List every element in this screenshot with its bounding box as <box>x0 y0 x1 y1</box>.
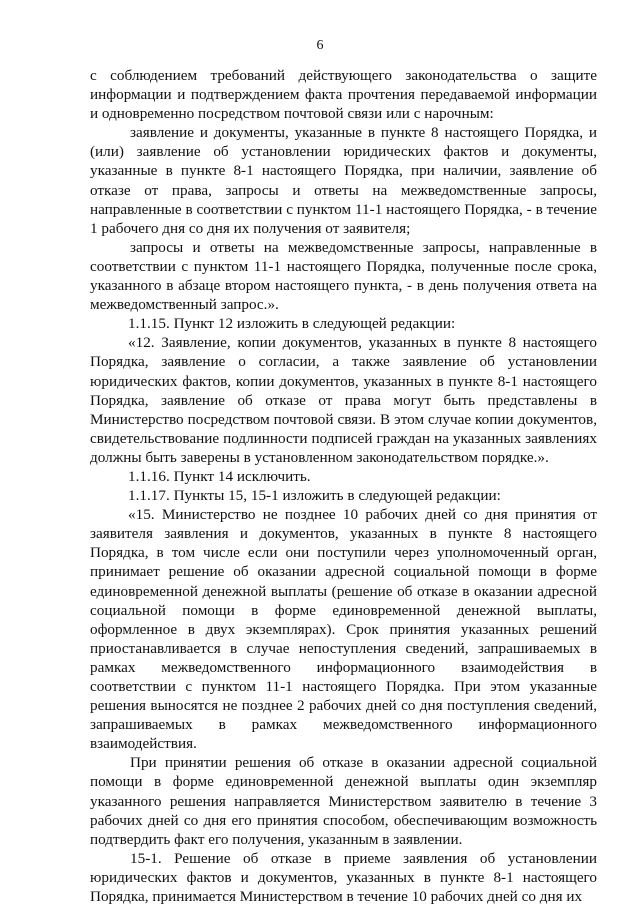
document-body <box>90 66 597 906</box>
paragraph-continuation: с соблюдением требований действующего законодательства о защите информации и подтверждением факта прочтения передаваемой информации и одновременно посредством почтовой связи или с нарочным: <box>90 67 597 123</box>
paragraph-documents-list: заявление и документы, указанные в пункте 8 настоящего Порядка, и (или) заявление об установлении юридических фактов и документы, указанные в пункте 8-1 настоящего Порядка, при наличии, заявление об отказе от права, запросы и ответы на межведомственные запросы, направленные в соответствии с пунктом 11-1 настоящего Порядка, - в течение 1 рабочего дня со дня их получения от заявителя; <box>90 124 597 237</box>
paragraph-refusal-notice: При принятии решения об отказе в оказании адресной социальной помощи в форме единовременной денежной выплаты один экземпляр указанного решения направляется Министерством заявителю в течение 3 рабочих дней со дня его принятия способом, обеспечивающим возможность подтвердить факт его получения, указанным в заявлении. <box>90 754 597 848</box>
paragraph-point-15: «15. Министерство не позднее 10 рабочих дней со дня принятия от заявителя заявления и документов, указанных в пункте 8 настоящего Порядка, в том числе если они поступили через уполномоченный орган, принимает решение об оказании адресной социальной помощи в форме единовременной денежной выплаты (решение об отказе в оказании адресной социальной помощи в форме единовременной денежной выплаты, оформленное в двух экземплярах). Срок принятия указанных решений приостанавливается в случае непоступления сведений, запрашиваемых в рамках межведомственного информационного взаимодействия в соответствии с пунктом 11-1 настоящего Порядка. При этом указанные решения выносятся не позднее 2 рабочих дней со дня поступления сведений, запрашиваемых в рамках межведомственного информационного взаимодействия. <box>90 506 597 753</box>
paragraph-item-1-1-16: 1.1.16. Пункт 14 исключить. <box>128 467 311 485</box>
paragraph-point-15-1: 15-1. Решение об отказе в приеме заявления об установлении юридических фактов и документов, указанных в пункте 8-1 настоящего Порядка, принимается Министерством в течение 10 рабочих дней со дня их <box>90 849 597 906</box>
page-number: 6 <box>316 38 324 53</box>
paragraph-interagency-requests: запросы и ответы на межведомственные запросы, направленные в соответствии с пунктом 11-1 настоящего Порядка, полученные после срока, указанного в абзаце втором настоящего пункта, - в день получения ответа на межведомственный запрос.». <box>90 238 597 314</box>
paragraph-item-1-1-15: 1.1.15. Пункт 12 изложить в следующей редакции: <box>128 315 456 333</box>
paragraph-point-12: «12. Заявление, копии документов, указанных в пункте 8 настоящего Порядка, заявление о согласии, а также заявление об установлении юридических фактов, копии документов, указанных в пункте 8-1 настоящего Порядка, заявление об отказе от права могут быть представлены в Министерство посредством почтовой связи. В этом случае копии документов, свидетельствование подлинности подписей граждан на указанных заявлениях должны быть заверены в установленном законодательством порядке.». <box>90 334 597 466</box>
paragraph-item-1-1-17: 1.1.17. Пункты 15, 15-1 изложить в следующей редакции: <box>128 487 501 505</box>
